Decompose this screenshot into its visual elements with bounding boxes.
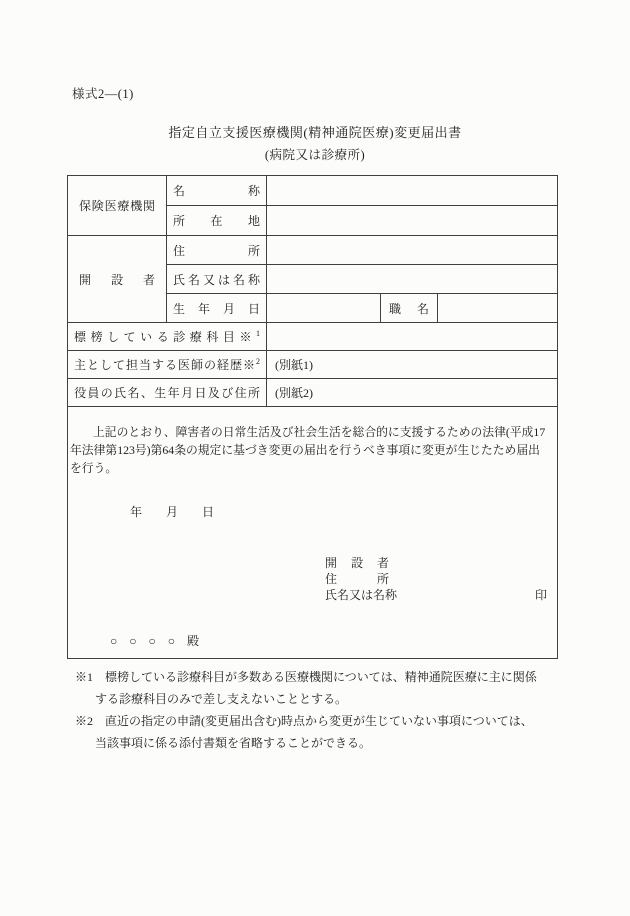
signature-address-label: 住所 [325, 571, 389, 586]
table-row [68, 379, 558, 407]
table-row [68, 407, 558, 659]
doctor-career-label [68, 351, 267, 379]
note1-ref-marker: 1 [256, 329, 260, 338]
founder-address-value-cell [267, 236, 558, 265]
form-table [67, 175, 558, 659]
footnote-2: ※2 直近の指定の申請(変更届出含む)時点から変更が生じていない事項については、当該事項に係る添付書類を省略することができる。 [75, 714, 533, 750]
insurer-location-label: 所在地 [167, 206, 267, 236]
footnotes [67, 666, 539, 754]
signature-role-label: 開設者 [325, 555, 389, 570]
declaration-statement: 上記のとおり、障害者の日常生活及び社会生活を総合的に支援するための法律(平成17年法律第123号)第64条の規定に基づき変更の届出を行うべき事項に変更が生じたため届出を行う。 [70, 424, 546, 475]
insurer-location-value-cell [267, 206, 558, 236]
founder-name-value-cell [267, 265, 558, 294]
insurer-name-value-cell [267, 176, 558, 206]
note2-ref-marker: 2 [256, 357, 260, 366]
signature-name-label: 氏名又は名称 [325, 587, 398, 602]
founder-birthdate-label: 生年月日 [167, 294, 267, 323]
seal-mark: 印 [534, 587, 547, 602]
signature-address-row [325, 571, 547, 587]
doctor-career-value-cell: (別紙1) [267, 351, 558, 379]
document-subtitle: (病院又は診療所) [264, 148, 366, 162]
signature-block [325, 555, 547, 603]
founder-group-label: 開設者 [68, 236, 167, 323]
medical-departments-label-text: 標榜している診療科目※ [74, 330, 256, 344]
insurer-group-label: 保険医療機関 [68, 176, 167, 236]
founder-birthdate-value-cell [267, 294, 381, 323]
signature-name-row [325, 587, 547, 603]
table-row [68, 351, 558, 379]
medical-departments-value-cell [267, 323, 558, 351]
addressee-line: ○ ○ ○ ○ 殿 [110, 633, 199, 648]
founder-name-label: 氏名又は名称 [167, 265, 267, 294]
document-title: 指定自立支援医療機関(精神通院医療)変更届出書 [168, 125, 462, 140]
date-line: 年 月 日 [130, 504, 215, 519]
job-title-value-cell [438, 294, 558, 323]
founder-address-label: 住所 [167, 236, 267, 265]
doctor-career-label-text: 主として担当する医師の経歴※ [74, 358, 256, 372]
declaration-section [68, 407, 558, 659]
form-number: 様式2―(1) [72, 87, 134, 101]
officers-info-label: 役員の氏名、生年月日及び住所 [68, 379, 267, 407]
footnote-1: ※1 標榜している診療科目が多数ある医療機関については、精神通院医療に主に関係する診療科目のみで差し支えないこととする。 [75, 670, 537, 706]
insurer-name-label: 名称 [167, 176, 267, 206]
signature-role-row [325, 555, 547, 571]
job-title-label: 職名 [381, 294, 438, 323]
medical-departments-label [68, 323, 267, 351]
officers-info-value-cell: (別紙2) [267, 379, 558, 407]
table-row [68, 176, 558, 206]
table-row [68, 236, 558, 265]
table-row [68, 323, 558, 351]
